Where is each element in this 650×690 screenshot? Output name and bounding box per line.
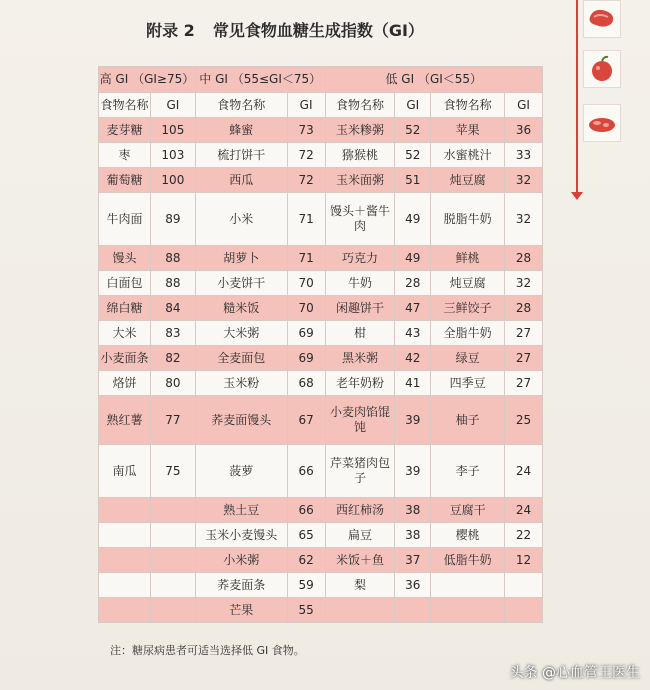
food-name-high: 南瓜 (99, 445, 151, 498)
food-name-high: 烙饼 (99, 371, 151, 396)
food-name-mid: 熟土豆 (195, 498, 287, 523)
food-name-mid: 梳打饼干 (195, 143, 287, 168)
gi-value-mid: 73 (287, 118, 325, 143)
gi-value-low: 39 (395, 445, 431, 498)
gi-value-high: 89 (150, 193, 195, 246)
table-row (99, 573, 543, 598)
gi-value-low (505, 598, 543, 623)
food-name-high (99, 548, 151, 573)
gi-value-high: 88 (150, 271, 195, 296)
watermark: 头条 @心血管王医生 (509, 665, 640, 681)
food-name-high: 牛肉面 (99, 193, 151, 246)
table-row (99, 371, 543, 396)
food-name-high: 熟红薯 (99, 396, 151, 445)
gi-value-mid: 66 (287, 498, 325, 523)
gi-value-high: 75 (150, 445, 195, 498)
food-name-high (99, 498, 151, 523)
food-name-low: 西红柿汤 (325, 498, 395, 523)
column-header-name: 食物名称 (431, 93, 505, 118)
group-header-mid: 中 GI （55≤GI＜75） (195, 67, 325, 93)
side-decoration-line (576, 0, 578, 192)
food-name-low: 梨 (325, 573, 395, 598)
gi-value-low: 28 (505, 296, 543, 321)
column-header-gi: GI (150, 93, 195, 118)
food-name-mid: 荞麦面馒头 (195, 396, 287, 445)
gi-value-mid: 71 (287, 246, 325, 271)
food-name-low: 猕猴桃 (325, 143, 395, 168)
gi-value-low: 25 (505, 396, 543, 445)
gi-value-mid: 70 (287, 271, 325, 296)
page-title (0, 18, 570, 41)
side-arrow-icon (571, 192, 583, 200)
food-name-low: 柑 (325, 321, 395, 346)
food-name-low: 李子 (431, 445, 505, 498)
food-name-low: 玉米面粥 (325, 168, 395, 193)
appendix-title: 常见食物血糖生成指数（GI） (212, 21, 424, 40)
gi-value-high: 80 (150, 371, 195, 396)
gi-value-high: 84 (150, 296, 195, 321)
gi-value-low: 38 (395, 498, 431, 523)
gi-value-low: 37 (395, 548, 431, 573)
column-header-name: 食物名称 (195, 93, 287, 118)
food-name-low: 闲趣饼干 (325, 296, 395, 321)
gi-value-low: 42 (395, 346, 431, 371)
food-name-low: 苹果 (431, 118, 505, 143)
food-name-low: 樱桃 (431, 523, 505, 548)
gi-value-high (150, 498, 195, 523)
group-header-high: 高 GI （GI≥75） (99, 67, 196, 93)
food-name-low: 豆腐干 (431, 498, 505, 523)
gi-value-high (150, 523, 195, 548)
gi-value-high: 100 (150, 168, 195, 193)
food-name-high: 葡萄糖 (99, 168, 151, 193)
food-name-low: 柚子 (431, 396, 505, 445)
gi-value-high (150, 598, 195, 623)
table-row (99, 246, 543, 271)
food-name-high (99, 573, 151, 598)
gi-value-low (505, 573, 543, 598)
gi-value-low: 24 (505, 498, 543, 523)
gi-value-mid: 70 (287, 296, 325, 321)
food-meat-icon (583, 0, 621, 38)
column-header-gi: GI (287, 93, 325, 118)
gi-value-high (150, 548, 195, 573)
food-name-low: 四季豆 (431, 371, 505, 396)
table-row (99, 271, 543, 296)
gi-value-high: 77 (150, 396, 195, 445)
food-name-mid: 小米粥 (195, 548, 287, 573)
food-name-low: 绿豆 (431, 346, 505, 371)
food-name-low: 黑米粥 (325, 346, 395, 371)
table-row (99, 548, 543, 573)
gi-value-mid: 59 (287, 573, 325, 598)
gi-value-low: 32 (505, 168, 543, 193)
gi-value-low: 32 (505, 193, 543, 246)
food-name-mid: 蜂蜜 (195, 118, 287, 143)
food-name-low: 三鲜饺子 (431, 296, 505, 321)
table-row (99, 396, 543, 445)
food-name-high: 白面包 (99, 271, 151, 296)
gi-value-mid: 62 (287, 548, 325, 573)
column-header-gi: GI (395, 93, 431, 118)
gi-value-low: 38 (395, 523, 431, 548)
food-name-mid: 小麦饼干 (195, 271, 287, 296)
gi-value-high: 88 (150, 246, 195, 271)
food-name-low: 芹菜猪肉包子 (325, 445, 395, 498)
food-name-low: 米饭＋鱼 (325, 548, 395, 573)
food-name-mid: 西瓜 (195, 168, 287, 193)
gi-value-low: 28 (395, 271, 431, 296)
gi-value-low: 36 (395, 573, 431, 598)
food-name-low: 馒头＋酱牛肉 (325, 193, 395, 246)
gi-value-low: 27 (505, 321, 543, 346)
gi-value-mid: 55 (287, 598, 325, 623)
column-header-name: 食物名称 (99, 93, 151, 118)
food-name-low (431, 573, 505, 598)
food-name-low: 水蜜桃汁 (431, 143, 505, 168)
footnote: 注：糖尿病患者可适当选择低 GI 食物。 (110, 644, 305, 657)
food-name-low: 炖豆腐 (431, 271, 505, 296)
gi-value-low: 39 (395, 396, 431, 445)
gi-value-low: 52 (395, 143, 431, 168)
food-name-mid: 玉米小麦馒头 (195, 523, 287, 548)
gi-value-low: 43 (395, 321, 431, 346)
table-row (99, 498, 543, 523)
column-header-gi: GI (505, 93, 543, 118)
gi-value-mid: 68 (287, 371, 325, 396)
food-name-low (431, 598, 505, 623)
gi-value-mid: 66 (287, 445, 325, 498)
gi-table (98, 66, 543, 623)
table-row (99, 346, 543, 371)
gi-value-high (150, 573, 195, 598)
table-row (99, 143, 543, 168)
column-header-name: 食物名称 (325, 93, 395, 118)
group-header-low: 低 GI （GI＜55） (325, 67, 542, 93)
gi-value-low: 52 (395, 118, 431, 143)
gi-value-high: 103 (150, 143, 195, 168)
gi-value-high: 105 (150, 118, 195, 143)
table-row (99, 445, 543, 498)
food-name-mid: 小米 (195, 193, 287, 246)
gi-value-mid: 65 (287, 523, 325, 548)
table-row (99, 193, 543, 246)
gi-value-mid: 67 (287, 396, 325, 445)
gi-value-low: 41 (395, 371, 431, 396)
food-name-low: 脱脂牛奶 (431, 193, 505, 246)
food-sausage-icon (583, 104, 621, 142)
food-name-low: 全脂牛奶 (431, 321, 505, 346)
food-name-mid: 芒果 (195, 598, 287, 623)
food-name-mid: 全麦面包 (195, 346, 287, 371)
gi-value-low: 12 (505, 548, 543, 573)
gi-value-low: 32 (505, 271, 543, 296)
food-name-high (99, 523, 151, 548)
food-name-low: 巧克力 (325, 246, 395, 271)
gi-value-low: 47 (395, 296, 431, 321)
gi-value-low: 51 (395, 168, 431, 193)
gi-value-low (395, 598, 431, 623)
food-name-low: 老年奶粉 (325, 371, 395, 396)
gi-value-mid: 72 (287, 143, 325, 168)
food-name-mid: 大米粥 (195, 321, 287, 346)
table-row (99, 168, 543, 193)
gi-value-low: 27 (505, 346, 543, 371)
appendix-label: 附录 2 (146, 21, 195, 40)
gi-value-low: 27 (505, 371, 543, 396)
food-name-low: 鲜桃 (431, 246, 505, 271)
gi-value-low: 49 (395, 193, 431, 246)
gi-value-low: 36 (505, 118, 543, 143)
food-apple-icon (583, 50, 621, 88)
gi-value-mid: 72 (287, 168, 325, 193)
table-row (99, 598, 543, 623)
gi-value-low: 22 (505, 523, 543, 548)
table-row (99, 321, 543, 346)
table-row (99, 523, 543, 548)
food-name-mid: 菠萝 (195, 445, 287, 498)
food-name-high: 小麦面条 (99, 346, 151, 371)
food-name-mid: 玉米粉 (195, 371, 287, 396)
food-name-mid: 糙米饭 (195, 296, 287, 321)
table-row (99, 296, 543, 321)
food-name-low: 玉米糁粥 (325, 118, 395, 143)
gi-value-mid: 69 (287, 346, 325, 371)
food-name-high: 馒头 (99, 246, 151, 271)
gi-value-high: 82 (150, 346, 195, 371)
food-name-low: 扁豆 (325, 523, 395, 548)
food-name-high: 大米 (99, 321, 151, 346)
food-name-low: 炖豆腐 (431, 168, 505, 193)
food-name-low (325, 598, 395, 623)
food-name-low: 牛奶 (325, 271, 395, 296)
gi-value-high: 83 (150, 321, 195, 346)
food-name-high: 绵白糖 (99, 296, 151, 321)
gi-value-low: 24 (505, 445, 543, 498)
gi-value-mid: 71 (287, 193, 325, 246)
table-row (99, 118, 543, 143)
food-name-mid: 胡萝卜 (195, 246, 287, 271)
food-name-high: 枣 (99, 143, 151, 168)
food-name-low: 小麦肉馅馄饨 (325, 396, 395, 445)
food-name-mid: 荞麦面条 (195, 573, 287, 598)
gi-value-low: 49 (395, 246, 431, 271)
food-name-high (99, 598, 151, 623)
gi-value-mid: 69 (287, 321, 325, 346)
gi-value-low: 28 (505, 246, 543, 271)
food-name-low: 低脂牛奶 (431, 548, 505, 573)
gi-value-low: 33 (505, 143, 543, 168)
food-name-high: 麦芽糖 (99, 118, 151, 143)
